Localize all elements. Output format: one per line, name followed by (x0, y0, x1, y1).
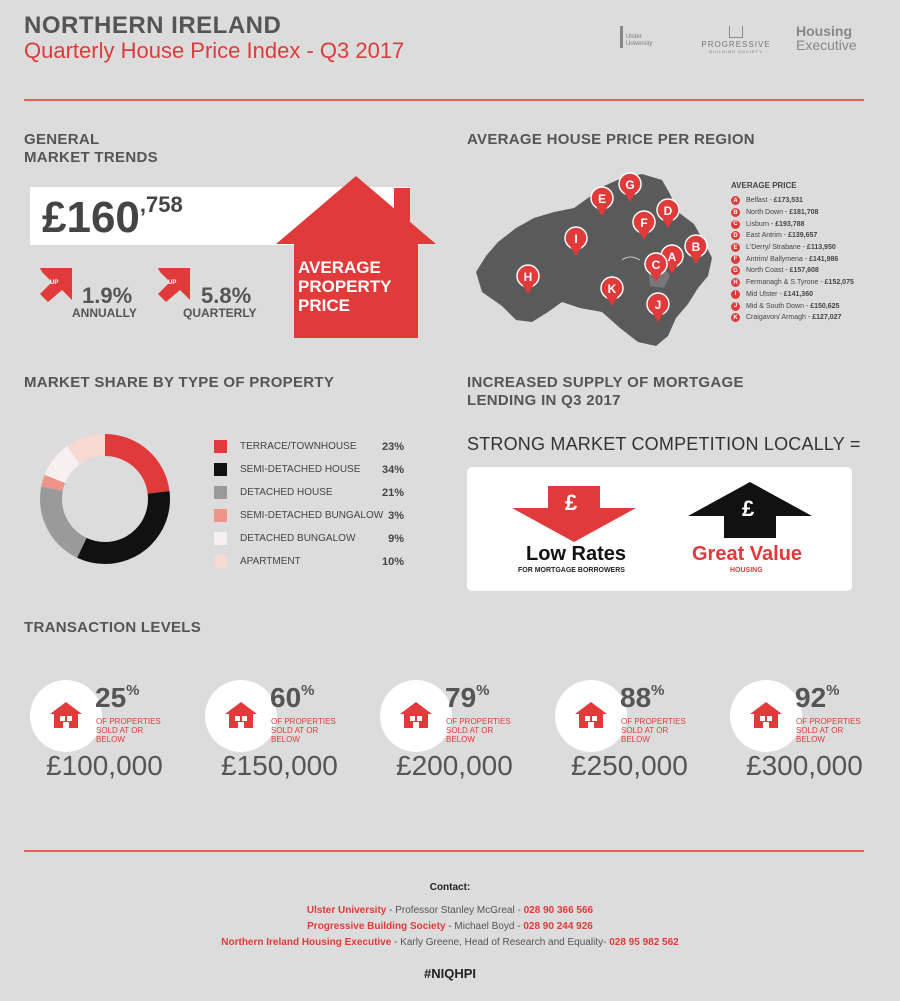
legend-item (214, 506, 404, 528)
region-price: £141,986 (809, 255, 839, 263)
pound-up: £ (742, 496, 755, 521)
region-name: East Antrim - (746, 232, 787, 240)
region-name: Mid Ulster - (746, 290, 782, 298)
region-name: North Coast - (746, 267, 788, 275)
svg-text:J: J (654, 298, 662, 312)
region-price: £150,625 (810, 302, 840, 310)
region-name: Belfast - (746, 197, 772, 205)
annual-change: 1.9% (82, 283, 133, 308)
region-letter: F (731, 255, 740, 264)
region-row (731, 300, 854, 312)
region-price: £181,708 (789, 209, 819, 217)
great-value-title: Great Value (692, 543, 803, 565)
region-letter: D (731, 231, 740, 240)
header-divider (24, 99, 864, 101)
pin-f (633, 211, 655, 240)
legend-label: APARTMENT (240, 556, 301, 567)
region-price: £152,075 (824, 279, 854, 287)
svg-text:F: F (640, 216, 648, 230)
house-icon (398, 700, 434, 735)
region-name: Mid & South Down - (746, 302, 809, 310)
transaction-pct: 79% (445, 682, 490, 713)
region-letter: B (731, 208, 740, 217)
legend-item (214, 460, 404, 482)
transaction-pct: 25% (95, 682, 140, 713)
competition-heading: STRONG MARKET COMPETITION LOCALLY = (467, 434, 861, 454)
transaction-heading: TRANSACTION LEVELS (24, 619, 202, 636)
transaction-pct: 60% (270, 682, 315, 713)
legend-label: SEMI-DETACHED BUNGALOW (240, 510, 384, 521)
footer-divider (24, 850, 864, 852)
pin-i (565, 227, 587, 256)
transaction-circle (555, 680, 627, 752)
legend-swatch (214, 509, 227, 522)
quarter-badge: UP (168, 280, 177, 286)
transaction-circle (205, 680, 277, 752)
legend-item (214, 529, 404, 551)
pin-c (645, 253, 667, 282)
low-rates-sub: FOR MORTGAGE BORROWERS (518, 567, 625, 574)
region-price: £193,788 (775, 220, 805, 228)
svg-text:C: C (651, 258, 661, 272)
section-divider (24, 368, 864, 370)
region-letter: G (731, 266, 740, 275)
svg-text:K: K (607, 282, 617, 296)
house-icon (729, 26, 743, 38)
market-share-donut (38, 432, 172, 566)
region-price: £139,657 (788, 232, 818, 240)
transaction-sub: OF PROPERTIES SOLD AT OR BELOW (271, 717, 336, 744)
region-letter: H (731, 278, 740, 287)
hashtag: #NIQHPI (423, 966, 476, 981)
transaction-circle (30, 680, 102, 752)
svg-text:D: D (663, 204, 673, 218)
pin-k (601, 277, 623, 306)
transaction-sub: OF PROPERTIES SOLD AT OR BELOW (446, 717, 511, 744)
mortgage-heading: INCREASED SUPPLY OF MORTGAGE LENDING IN Q3 2017 (467, 374, 744, 409)
region-list-title: AVERAGE PRICE (731, 181, 797, 190)
legend-label: TERRACE/TOWNHOUSE (240, 441, 357, 452)
pin-g (619, 173, 641, 202)
region-row (731, 207, 854, 219)
region-row (731, 242, 854, 254)
contact-ulster: Ulster University - Professor Stanley McGreal - 028 90 366 566 (306, 905, 594, 916)
transaction-amount: £250,000 (571, 750, 688, 781)
house-icon (748, 700, 784, 735)
region-price: £113,950 (806, 244, 836, 252)
legend-label: DETACHED HOUSE (240, 487, 333, 498)
pin-e (591, 187, 613, 216)
region-letter: C (731, 220, 740, 229)
region-letter: I (731, 290, 740, 299)
general-heading: GENERAL MARKET TRENDS (24, 131, 158, 166)
legend-swatch (214, 463, 227, 476)
svg-text:I: I (574, 232, 578, 246)
annual-label: ANNUALLY (72, 306, 137, 320)
legend-swatch (214, 440, 227, 453)
region-row (731, 265, 854, 277)
legend-item (214, 437, 404, 459)
region-letter: J (731, 302, 740, 311)
page-title: NORTHERN IRELAND (24, 12, 282, 39)
region-price: £127,027 (812, 314, 842, 322)
pin-d (657, 199, 679, 228)
housing-executive-logo: Housing Executive (796, 23, 857, 53)
legend-value: 10% (381, 556, 404, 568)
transaction-circle (380, 680, 452, 752)
legend-value: 21% (381, 487, 404, 499)
legend-swatch (214, 486, 227, 499)
transaction-amount: £200,000 (396, 750, 513, 781)
region-row (731, 230, 854, 242)
progressive-logo: PROGRESSIVE BUILDING SOCIETY (700, 22, 772, 54)
region-row (731, 289, 854, 301)
pound-down: £ (565, 490, 578, 515)
legend-label: DETACHED BUNGALOW (240, 533, 356, 544)
region-letter: E (731, 243, 740, 252)
great-value-sub: HOUSING (730, 567, 763, 574)
region-name: Antrim/ Ballymena - (746, 255, 808, 263)
legend-value: 3% (388, 510, 404, 522)
region-row (731, 277, 854, 289)
legend-swatch (214, 532, 227, 545)
house-icon (223, 700, 259, 735)
legend-item (214, 552, 404, 574)
region-price: £157,608 (789, 267, 819, 275)
region-name: North Down - (746, 209, 788, 217)
region-letter: A (731, 196, 740, 205)
quarterly-change: 5.8% (201, 283, 252, 308)
svg-text:A: A (667, 250, 677, 264)
region-pins (472, 172, 726, 350)
transaction-sub: OF PROPERTIES SOLD AT OR BELOW (96, 717, 161, 744)
ulster-logo: Ulster University (620, 24, 670, 54)
transaction-amount: £100,000 (46, 750, 163, 781)
region-row (731, 195, 854, 207)
region-name: Lisburn - (746, 220, 774, 228)
contact-progressive: Progressive Building Society - Michael Boyd - 028 90 244 926 (307, 921, 593, 932)
transaction-circle (730, 680, 802, 752)
region-price: £141,360 (783, 290, 813, 298)
legend-value: 9% (388, 533, 404, 545)
pin-h (517, 265, 539, 294)
transaction-amount: £300,000 (746, 750, 863, 781)
house-icon (573, 700, 609, 735)
pin-b (685, 235, 707, 264)
region-price: £173,531 (773, 197, 803, 205)
quarterly-label: QUARTERLY (183, 306, 257, 320)
region-row (731, 312, 854, 324)
average-property-price-label: AVERAGE PROPERTY PRICE (298, 258, 392, 315)
contact-label: Contact: (429, 882, 471, 893)
transaction-pct: 92% (795, 682, 840, 713)
region-heading: AVERAGE HOUSE PRICE PER REGION (467, 131, 755, 148)
legend-value: 23% (381, 441, 404, 453)
market-share-heading: MARKET SHARE BY TYPE OF PROPERTY (24, 374, 335, 391)
annual-badge: UP (50, 280, 59, 286)
page-subtitle: Quarterly House Price Index - Q3 2017 (24, 38, 405, 63)
region-row (731, 218, 854, 230)
legend-value: 34% (381, 464, 404, 476)
house-icon (48, 700, 84, 735)
svg-text:E: E (597, 192, 607, 206)
pin-j (647, 293, 669, 322)
region-name: Craigavon/ Armagh - (746, 314, 811, 322)
svg-text:B: B (691, 240, 701, 254)
transaction-pct: 88% (620, 682, 665, 713)
region-price-list (731, 181, 854, 324)
region-row (731, 253, 854, 265)
legend-item (214, 483, 404, 505)
region-name: Fermanagh & S.Tyrone - (746, 279, 823, 287)
average-price: $£160^{,758}$ (42, 192, 183, 242)
legend-swatch (214, 555, 227, 568)
svg-text:G: G (625, 178, 635, 192)
transaction-sub: OF PROPERTIES SOLD AT OR BELOW (621, 717, 686, 744)
svg-text:H: H (523, 270, 533, 284)
legend-label: SEMI-DETACHED HOUSE (240, 464, 361, 475)
low-rates-title: Low Rates (526, 543, 627, 565)
contact-housing: Northern Ireland Housing Executive - Karly Greene, Head of Research and Equality- 028 95 982 562 (221, 937, 679, 948)
region-name: L'Derry/ Strabane - (746, 244, 805, 252)
transaction-sub: OF PROPERTIES SOLD AT OR BELOW (796, 717, 861, 744)
region-letter: K (731, 313, 740, 322)
transaction-amount: £150,000 (221, 750, 338, 781)
